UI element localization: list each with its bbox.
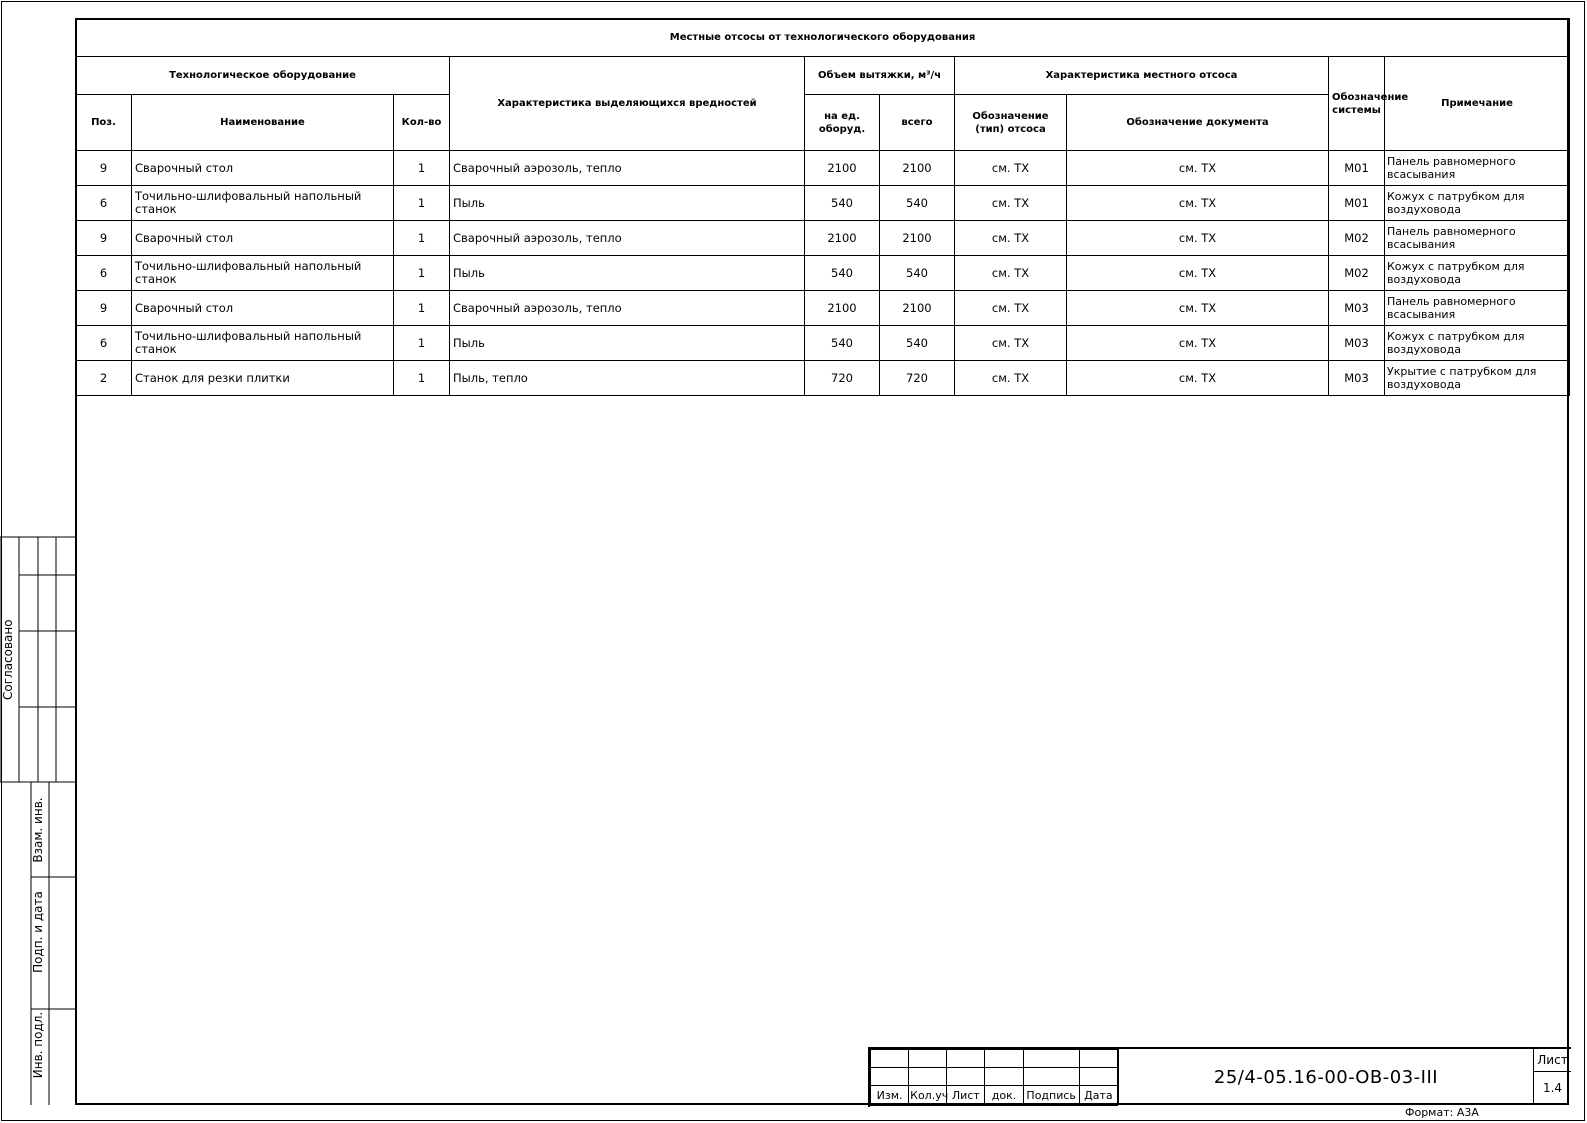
cell-qty: 1 <box>394 186 450 221</box>
cell-system: М02 <box>1329 256 1385 291</box>
col-type: Обозначение (тип) отсоса <box>955 95 1067 151</box>
cell-total: 2100 <box>880 221 955 256</box>
cell-doc: см. ТХ <box>1067 151 1329 186</box>
cell-harm: Пыль, тепло <box>450 361 805 396</box>
side-vzam-label: Взам. инв. <box>31 797 45 863</box>
revision-grid <box>870 1049 1118 1106</box>
tb-list: Лист <box>947 1086 985 1106</box>
cell-harm: Пыль <box>450 326 805 361</box>
side-agreed-label: Согласовано <box>1 619 15 700</box>
cell-per-unit: 540 <box>805 326 880 361</box>
group-volume: Объем вытяжки, м³/ч <box>805 57 955 95</box>
col-total: всего <box>880 95 955 151</box>
cell-note: Панель равномерного всасывания <box>1385 291 1570 326</box>
col-per-unit: на ед. оборуд. <box>805 95 880 151</box>
cell-per-unit: 720 <box>805 361 880 396</box>
cell-type: см. ТХ <box>955 361 1067 396</box>
side-sign-date-label: Подп. и дата <box>31 891 45 973</box>
cell-doc: см. ТХ <box>1067 186 1329 221</box>
cell-system: М01 <box>1329 151 1385 186</box>
cell-system: М03 <box>1329 291 1385 326</box>
cell-type: см. ТХ <box>955 186 1067 221</box>
cell-doc: см. ТХ <box>1067 221 1329 256</box>
document-code: 25/4-05.16-00-ОВ-03-III <box>1118 1049 1533 1105</box>
cell-per-unit: 2100 <box>805 151 880 186</box>
cell-type: см. ТХ <box>955 256 1067 291</box>
title-block <box>868 1047 1571 1107</box>
cell-doc: см. ТХ <box>1067 361 1329 396</box>
cell-pos: 6 <box>76 256 132 291</box>
tb-doc: док. <box>985 1086 1023 1106</box>
group-equipment: Технологическое оборудование <box>76 57 450 95</box>
cell-doc: см. ТХ <box>1067 256 1329 291</box>
sheet-label: Лист <box>1534 1049 1571 1072</box>
cell-pos: 6 <box>76 186 132 221</box>
cell-harm: Сварочный аэрозоль, тепло <box>450 151 805 186</box>
cell-type: см. ТХ <box>955 326 1067 361</box>
cell-type: см. ТХ <box>955 151 1067 186</box>
tb-kol: Кол.уч <box>909 1086 947 1106</box>
col-name: Наименование <box>132 95 394 151</box>
cell-name: Сварочный стол <box>132 221 394 256</box>
table-row <box>76 361 1570 396</box>
tb-sign: Подпись <box>1023 1086 1079 1106</box>
cell-pos: 6 <box>76 326 132 361</box>
cell-pos: 9 <box>76 221 132 256</box>
cell-system: М03 <box>1329 326 1385 361</box>
cell-qty: 1 <box>394 326 450 361</box>
cell-system: М03 <box>1329 361 1385 396</box>
cell-total: 540 <box>880 186 955 221</box>
table-row <box>76 186 1570 221</box>
cell-note: Кожух с патрубком для воздуховода <box>1385 186 1570 221</box>
cell-name: Сварочный стол <box>132 151 394 186</box>
cell-total: 540 <box>880 326 955 361</box>
cell-pos: 2 <box>76 361 132 396</box>
local-exhaust-table <box>75 18 1570 396</box>
cell-qty: 1 <box>394 256 450 291</box>
cell-name: Точильно-шлифовальный напольный станок <box>132 256 394 291</box>
cell-harm: Сварочный аэрозоль, тепло <box>450 221 805 256</box>
cell-name: Сварочный стол <box>132 291 394 326</box>
cell-doc: см. ТХ <box>1067 326 1329 361</box>
cell-system: М01 <box>1329 186 1385 221</box>
cell-total: 720 <box>880 361 955 396</box>
cell-per-unit: 540 <box>805 186 880 221</box>
cell-harm: Сварочный аэрозоль, тепло <box>450 291 805 326</box>
cell-total: 540 <box>880 256 955 291</box>
cell-qty: 1 <box>394 221 450 256</box>
side-inv-label: Инв. подл. <box>31 1011 45 1079</box>
cell-pos: 9 <box>76 151 132 186</box>
cell-qty: 1 <box>394 291 450 326</box>
cell-doc: см. ТХ <box>1067 291 1329 326</box>
cell-note: Панель равномерного всасывания <box>1385 221 1570 256</box>
cell-pos: 9 <box>76 291 132 326</box>
col-doc: Обозначение документа <box>1067 95 1329 151</box>
cell-per-unit: 540 <box>805 256 880 291</box>
cell-name: Точильно-шлифовальный напольный станок <box>132 186 394 221</box>
cell-harm: Пыль <box>450 256 805 291</box>
table-row <box>76 256 1570 291</box>
cell-note: Укрытие с патрубком для воздуховода <box>1385 361 1570 396</box>
cell-name: Станок для резки плитки <box>132 361 394 396</box>
sheet-box <box>1533 1049 1571 1105</box>
tb-izm: Изм. <box>871 1086 909 1106</box>
cell-type: см. ТХ <box>955 221 1067 256</box>
format-label: Формат: А3А <box>1405 1106 1479 1119</box>
col-pos: Поз. <box>76 95 132 151</box>
table-title: Местные отсосы от технологического оборудования <box>76 19 1570 57</box>
cell-total: 2100 <box>880 291 955 326</box>
sheet-number: 1.4 <box>1542 1081 1563 1095</box>
group-system: Обозначение системы <box>1329 57 1385 151</box>
cell-system: М02 <box>1329 221 1385 256</box>
cell-note: Панель равномерного всасывания <box>1385 151 1570 186</box>
col-qty: Кол-во <box>394 95 450 151</box>
tb-date: Дата <box>1079 1086 1117 1106</box>
cell-per-unit: 2100 <box>805 221 880 256</box>
cell-name: Точильно-шлифовальный напольный станок <box>132 326 394 361</box>
cell-qty: 1 <box>394 151 450 186</box>
cell-harm: Пыль <box>450 186 805 221</box>
table-row <box>76 151 1570 186</box>
group-note: Примечание <box>1385 57 1570 151</box>
cell-per-unit: 2100 <box>805 291 880 326</box>
cell-note: Кожух с патрубком для воздуховода <box>1385 326 1570 361</box>
table-row <box>76 326 1570 361</box>
cell-note: Кожух с патрубком для воздуховода <box>1385 256 1570 291</box>
table-row <box>76 291 1570 326</box>
table-row <box>76 221 1570 256</box>
group-local: Характеристика местного отсоса <box>955 57 1329 95</box>
cell-type: см. ТХ <box>955 291 1067 326</box>
group-harmful: Характеристика выделяющихся вредностей <box>450 57 805 151</box>
cell-total: 2100 <box>880 151 955 186</box>
cell-qty: 1 <box>394 361 450 396</box>
